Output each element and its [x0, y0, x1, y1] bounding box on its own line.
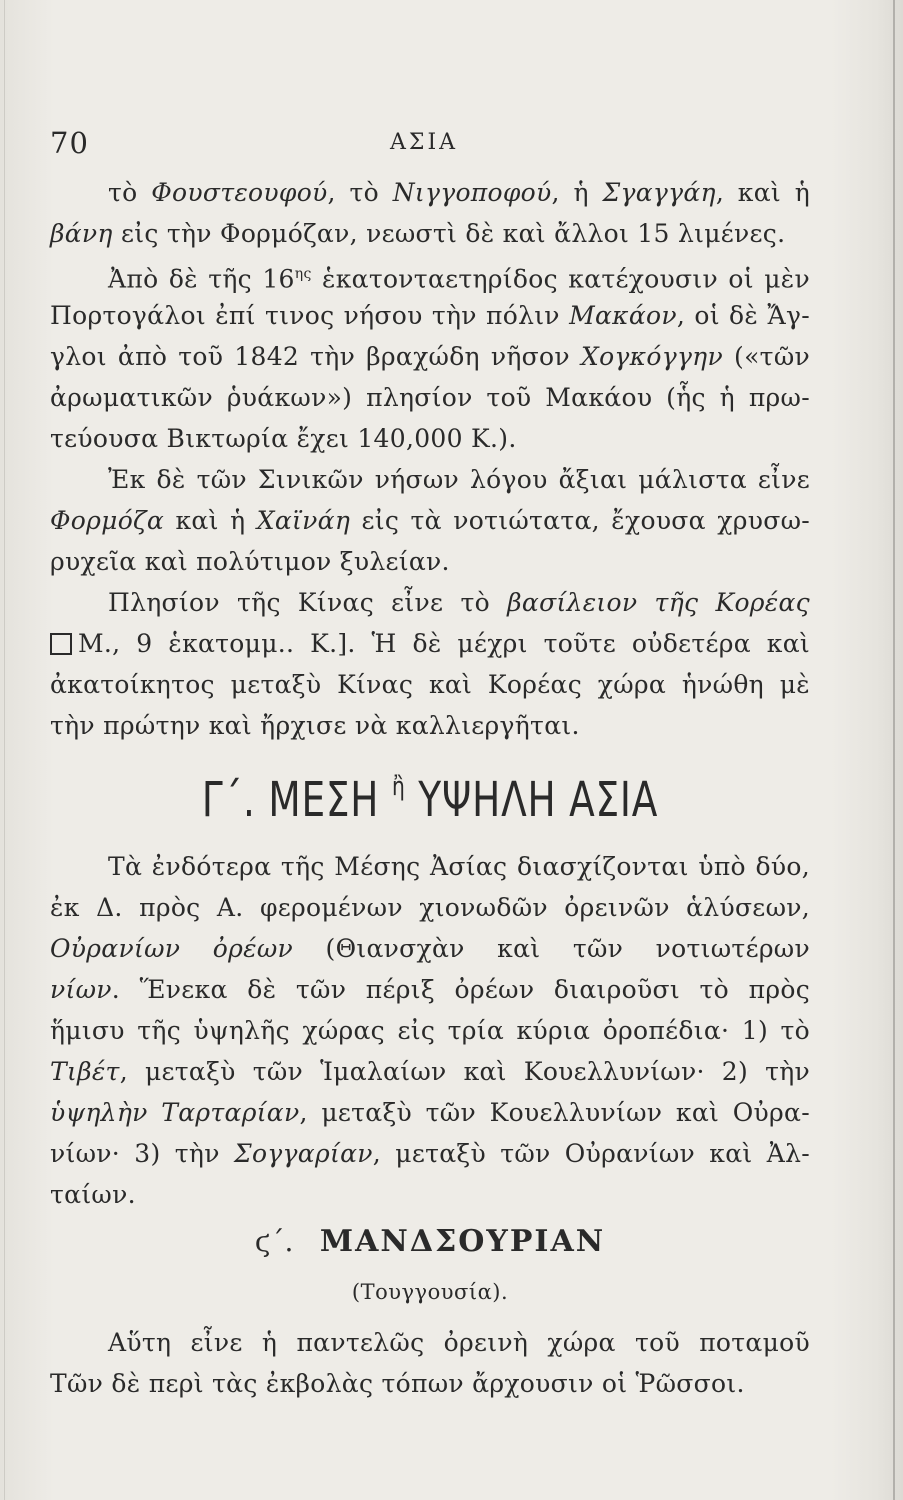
text-line	[50, 500, 810, 541]
text-run: εἰς τὰ νοτιώτατα, ἔχουσα χρυσω-	[350, 506, 810, 535]
text-run: Πορτογάλοι ἐπί τινος νήσου τὴν πόλιν	[50, 301, 570, 330]
page-edge-right	[893, 0, 895, 1500]
page-edge-left	[4, 0, 5, 1500]
text-run: , μεταξὺ τῶν Οὐρανίων καὶ Ἀλ-	[372, 1139, 810, 1168]
italic-text-run: Φουστεουφού	[151, 178, 328, 207]
text-run: ρυχεῖα καὶ πολύτιμον ξυλείαν.	[50, 547, 450, 576]
text-line	[50, 623, 810, 664]
text-line	[50, 969, 810, 1010]
text-run: , οἱ δὲ Ἄγ-	[676, 301, 810, 330]
text-line	[50, 1133, 810, 1174]
text-run: . Ἕνεκα δὲ τῶν πέριξ ὀρέων διαιροῦσι τὸ πρὸς	[111, 975, 810, 1004]
text-run: Ἐκ δὲ τῶν Σινικῶν νήσων λόγου ἄξιαι μάλιστα εἶνε	[108, 465, 810, 494]
text-line	[50, 705, 810, 746]
square-symbol-icon	[50, 633, 72, 655]
italic-text-run: Φορμόζα	[50, 506, 165, 535]
text-run: νίων· 3) τὴν	[50, 1139, 234, 1168]
text-line	[50, 254, 810, 295]
page-header	[50, 126, 810, 166]
text-run: Τὰ ἐνδότερα τῆς Μέσης Ἀσίας διασχίζονται ὑπὸ δύο,	[108, 852, 810, 881]
subsection-number: ϛ΄.	[254, 1225, 294, 1258]
text-line	[50, 928, 810, 969]
subsection-title: ΜΑΝΔΣΟΥΡΙΑΝ	[319, 1224, 606, 1259]
section-heading-connector: ἢ	[391, 772, 406, 802]
text-line	[50, 846, 810, 887]
text-line	[50, 459, 810, 500]
italic-text-run: Χαϊνάη	[256, 506, 351, 535]
text-run: ταίων.	[50, 1180, 136, 1209]
text-run: καὶ ἡ	[164, 506, 257, 535]
text-run: ἥμισυ τῆς ὑψηλῆς χώρας εἰς τρία κύρια ὀροπέδια· 1) τὸ	[50, 1016, 810, 1045]
italic-text-run: Σογγαρίαν	[233, 1139, 373, 1168]
text-run: τὸ	[108, 178, 152, 207]
text-line	[50, 1051, 810, 1092]
text-block-islands	[50, 172, 810, 746]
superscript-text: ης	[294, 266, 312, 282]
text-line	[50, 172, 810, 213]
italic-text-run: βασίλειον τῆς Κορέας	[507, 588, 810, 617]
text-run: Ἀπὸ δὲ τῆς 16	[108, 264, 295, 294]
text-run: εἰς τὴν Φορμόζαν, νεωστὶ δὲ καὶ ἄλλοι 15 λιμένες.	[112, 219, 786, 248]
running-head: ΑΣΙΑ	[390, 130, 459, 155]
text-run: Πλησίον τῆς Κίνας εἶνε τὸ	[108, 588, 508, 617]
text-run: (Θιανσχὰν καὶ τῶν νοτιωτέρων	[293, 934, 810, 963]
text-run: ἀκατοίκητος μεταξὺ Κίνας καὶ Κορέας χώρα ἡνώθη μὲ	[50, 670, 810, 699]
italic-text-run: νίων	[50, 975, 112, 1004]
italic-text-run: ὑψηλὴν Ταρταρίαν	[50, 1098, 300, 1127]
text-run: τὴν πρώτην καὶ ἤρχισε νὰ καλλιεργῆται.	[50, 711, 580, 740]
text-run: («τῶν	[722, 342, 810, 371]
text-line	[50, 1363, 810, 1404]
italic-text-run: Νιγγοποφού	[392, 178, 552, 207]
text-line	[50, 295, 810, 336]
italic-text-run: Τιβέτ	[50, 1057, 120, 1086]
section-heading	[134, 772, 727, 828]
text-run: , καὶ ἡ	[715, 178, 810, 207]
page-number: 70	[50, 126, 89, 160]
text-line	[50, 377, 810, 418]
text-run: ἀρωματικῶν ῥυάκων») πλησίον τοῦ Μακάου (ἧς ἡ πρω-	[50, 383, 810, 412]
text-line	[50, 336, 810, 377]
text-run: , μεταξὺ τῶν Ἱμαλαίων καὶ Κουελλυνίων· 2) τὴν	[119, 1057, 810, 1086]
text-run: γλοι ἀπὸ τοῦ 1842 τὴν βραχώδη νῆσον	[50, 342, 581, 371]
text-run: , τὸ	[327, 178, 393, 207]
text-line	[50, 541, 810, 582]
text-line	[50, 887, 810, 928]
text-line	[50, 213, 810, 254]
text-block-central-asia	[50, 846, 810, 1215]
text-line	[50, 1174, 810, 1215]
text-block-manchuria	[50, 1322, 810, 1404]
text-run: Μ., 9 ἑκατομμ.. Κ.]. Ἡ δὲ μέχρι τοῦτε οὐδετέρα καὶ	[78, 629, 810, 658]
italic-text-run: βάνη	[50, 219, 113, 248]
text-run: ἑκατονταετηρίδος κατέχουσιν οἱ μὲν	[311, 264, 810, 294]
section-heading-main-1: ΜΕΣΗ	[268, 772, 380, 828]
text-run: Τῶν δὲ περὶ τὰς ἐκβολὰς τόπων ἄρχουσιν οἱ Ῥῶσσοι.	[50, 1369, 745, 1398]
text-run: τεύουσα Βικτωρία ἔχει 140,000 Κ.).	[50, 424, 517, 453]
text-line	[50, 664, 810, 705]
subsection-subtitle: (Τουγγουσία).	[351, 1280, 509, 1304]
section-heading-prefix: Γ΄.	[201, 772, 256, 828]
text-line	[50, 1322, 810, 1363]
text-line	[50, 582, 810, 623]
italic-text-run: Οὐρανίων ὀρέων	[50, 934, 294, 963]
text-line	[50, 418, 810, 459]
subsection-heading	[50, 1224, 810, 1259]
text-run: , μεταξὺ τῶν Κουελλυνίων καὶ Οὐρα-	[299, 1098, 810, 1127]
italic-text-run: Μακάον	[569, 301, 677, 330]
text-run: , ἡ	[551, 178, 603, 207]
text-line	[50, 1010, 810, 1051]
text-line	[50, 1092, 810, 1133]
text-run: ἐκ Δ. πρὸς Α. φερομένων χιονωδῶν ὀρεινῶν ἁλύσεων,	[50, 893, 810, 922]
text-run: Αὕτη εἶνε ἡ παντελῶς ὀρεινὴ χώρα τοῦ ποταμοῦ	[108, 1328, 810, 1357]
italic-text-run: Σγαγγάη	[602, 178, 716, 207]
italic-text-run: Χογκόγγην	[580, 342, 723, 371]
section-heading-main-2: ΥΨΗΛΗ ΑΣΙΑ	[418, 772, 659, 828]
